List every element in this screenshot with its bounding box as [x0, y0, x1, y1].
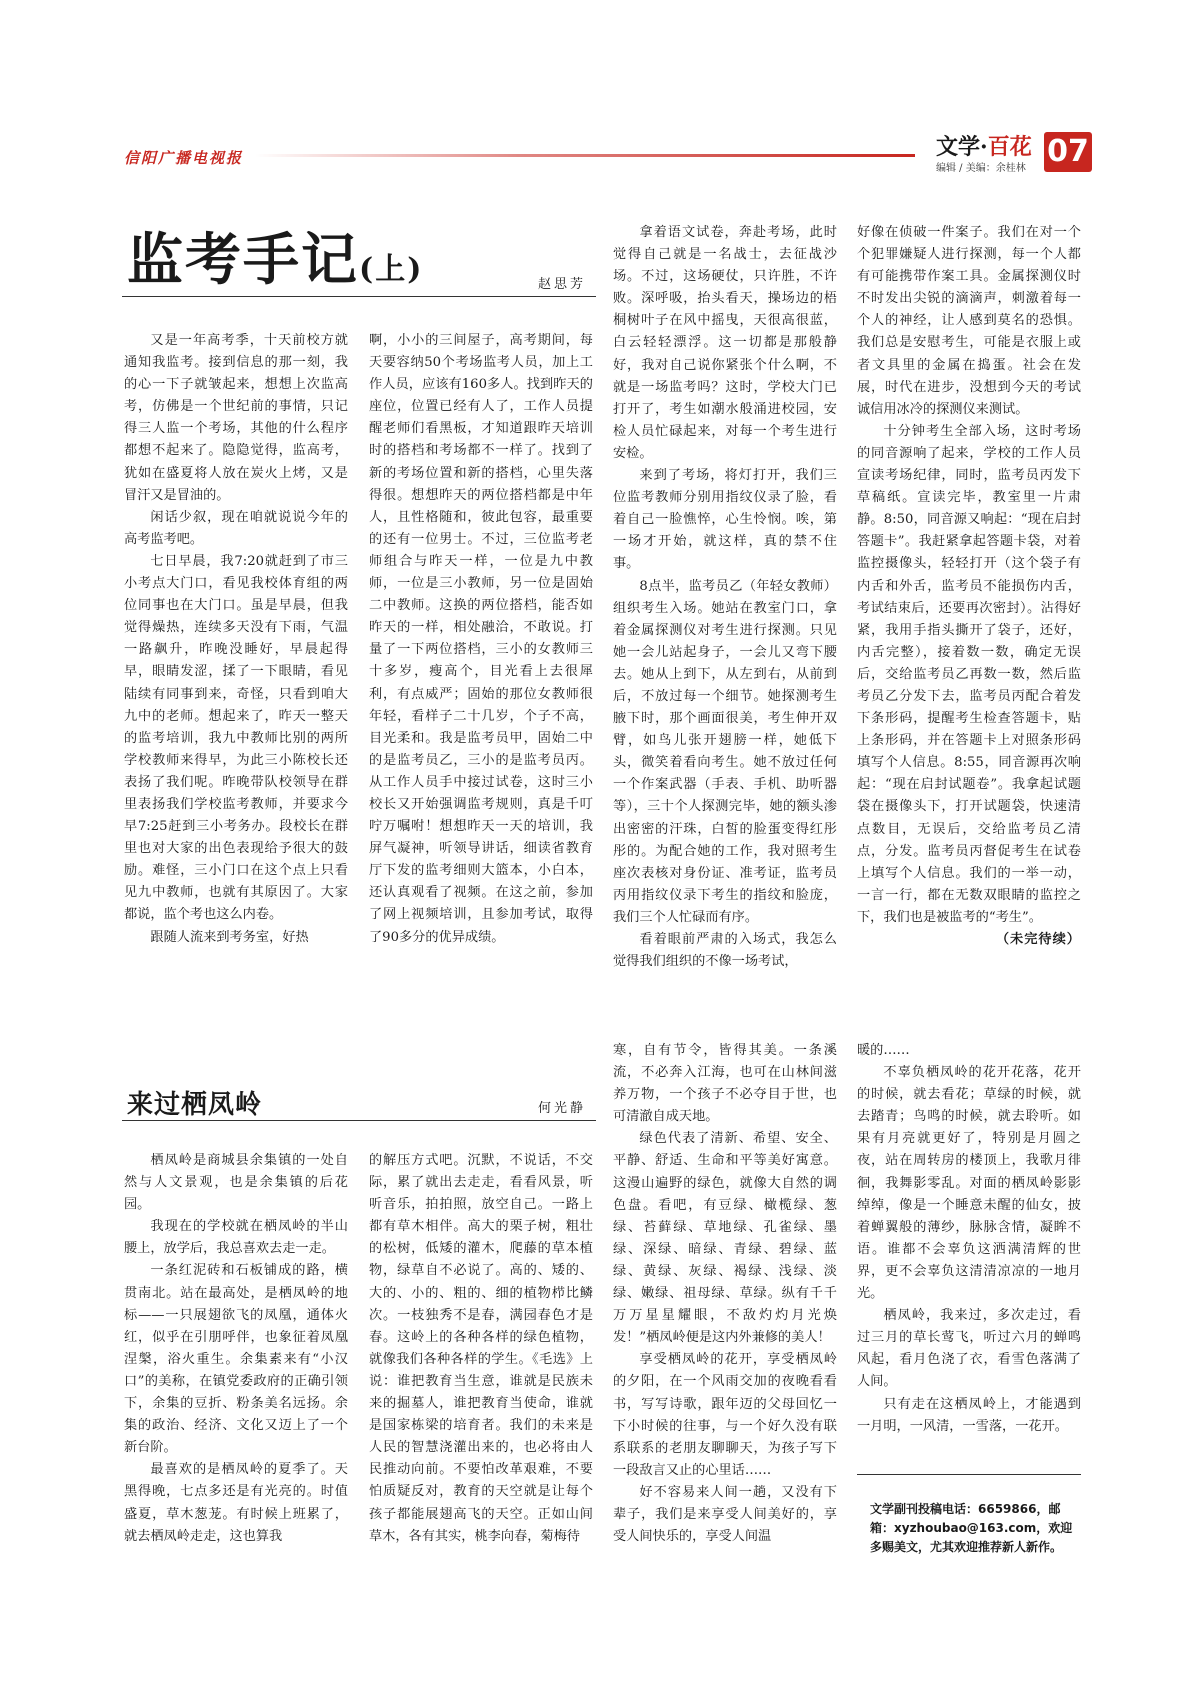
- article-1-author: 赵思芳: [538, 277, 587, 292]
- article-2-column-2: [369, 1150, 593, 1550]
- paragraph: 啊，小小的三间屋子，高考期间，每天要容纳50个考场监考人员，加上工作人员，应该有160多人。找到昨天的座位，位置已经有人了，工作人员提醒老师们看黑板，才知道跟昨天培训时的搭档和考场都不一样了。找到了新的考场位置和新的搭档，心里失落得很。想想昨天的两位搭档都是中年人，且性格随和，彼此包容，最重要的还有一位男士。不过，三位监考老师组合与昨天一样，一位是九中教师，一位是三小教师，另一位是固始二中教师。这换的两位搭档，能否如昨天的一样，相处融洽，不敢说。打量了一下两位搭档，三小的女教师三十多岁，瘦高个，目光看上去很犀利，有点威严；固始的那位女教师很年轻，看样子二十几岁，个子不高，目光柔和。我是监考员甲，固始二中的是监考员乙，三小的是监考员丙。从工作人员手中接过试卷，这时三小校长又开始强调监考规则，真是千叮咛万嘱咐！想想昨天一天的培训，我屏气凝神，听领导讲话，细读省教育厅下发的监考细则大篮本，小白本，还认真观看了视频。在这之前，参加了网上视频培训，且参加考试，取得了90多分的优异成绩。: [369, 333, 593, 945]
- article-1-column-4: [857, 222, 1081, 947]
- paragraph: 跟随人流来到考务室，好热: [150, 929, 309, 945]
- article-1-title-main: 监考手记: [127, 227, 359, 293]
- article-2-column-4: [857, 1040, 1081, 1464]
- page-number-badge: 07: [1044, 132, 1092, 172]
- paragraph: 好不容易来人间一趟，又没有下辈子，我们是来享受人间美好的，享受人间快乐的，享受人间温: [613, 1484, 837, 1545]
- paragraph: 只有走在这栖凤岭上，才能遇到一月明，一风清，一雪落，一花开。: [857, 1396, 1081, 1434]
- paragraph: [857, 421, 1081, 947]
- paragraph: 寒，自有节令，皆得其美。一条溪流，不必奔入江海，也可在山林间滋养万物，一个孩子不必夺目于世，也可清澈自成天地。: [613, 1043, 837, 1125]
- article-1-title-suffix: (上): [359, 252, 424, 287]
- section-title-right: 百花: [987, 134, 1032, 160]
- paragraph: 一条红泥砖和石板铺成的路，横贯南北。站在最高处，是栖凤岭的地标——一只展翅欲飞的凤凰，通体火红，似乎在引朋呼伴，也象征着凤凰涅槃，浴火重生。余集素来有“小汉口”的美称，在镇党委政府的正确引领下，余集的豆折、粉条美名远扬。余集的政治、经济、文化又迈上了一个新台阶。: [124, 1263, 348, 1456]
- section-title: [936, 130, 1032, 161]
- article-2-author: 何光静: [538, 1101, 587, 1116]
- paragraph: 享受栖凤岭的花开，享受栖凤岭的夕阳，在一个风雨交加的夜晚看看书，写写诗歌，跟年迈的父母回忆一下小时候的往事，与一个好久没有联系联系的老朋友聊聊天，为孩子写下一段敌言又止的心里话……: [613, 1352, 837, 1478]
- editor-credit: 编辑 / 美编：余桂林: [936, 163, 1026, 174]
- submission-contact-info: 文学副刊投稿电话：6659866，邮箱：xyzhoubao@163.com，欢迎多赐美文，尤其欢迎推荐新人新作。: [870, 1502, 1073, 1554]
- article-1-column-2: [369, 330, 593, 945]
- article-2-column-3: [613, 1040, 837, 1552]
- article-2-title: 来过栖凤岭: [127, 1090, 263, 1120]
- paragraph: 拿着语文试卷，奔赴考场，此时觉得自己就是一名战士，去征战沙场。不过，这场硬仗，只许胜，不许败。深呼吸，抬头看天，操场边的梧桐树叶子在风中摇曳，天很高很蓝，白云轻轻漂浮。这一切都是那般静好，我对自己说你紧张个什么啊，不就是一场监考吗？这时，学校大门已打开了，考生如潮水般涌进校园，安检人员忙碌起来，对每一个考生进行安检。: [613, 225, 837, 461]
- contact-rule: [857, 1474, 1081, 1475]
- paragraph: 绿色代表了清新、希望、安全、平静、舒适、生命和平等美好寓意。这漫山遍野的绿色，就像大自然的调色盘。看吧，有豆绿、橄榄绿、葱绿、苔藓绿、草地绿、孔雀绿、墨绿、深绿、暗绿、青绿、碧绿、蓝绿、黄绿、灰绿、褐绿、浅绿、淡绿、嫩绿、祖母绿、草绿。纵有千千万万星星耀眼，不敌灼灼月光焕发！”栖凤岭便是这内外兼修的美人！: [613, 1131, 837, 1346]
- article-2-title-rule: [122, 1120, 596, 1121]
- section-title-left: 文学: [936, 134, 981, 160]
- paragraph: 又是一年高考季，十天前校方就通知我监考。接到信息的那一刻，我的心一下子就皱起来，想想上次监高考，仿佛是一个世纪前的事情，只记得三人监一个考场，其他的什么程序都想不起来了。隐隐觉得，监高考，犹如在盛夏将人放在炭火上烤，又是冒汗又是冒油的。: [124, 333, 348, 503]
- paragraph: 好像在侦破一件案子。我们在对一个个犯罪嫌疑人进行探测，每一个人都有可能携带作案工具。金属探测仪时不时发出尖锐的滴滴声，刺激着每一个人的神经，让人感到莫名的恐惧。我们总是安慰考生，可能是衣服上或者文具里的金属在捣蛋。社会在发展，时代在进步，没想到今天的考试诚信用冰冷的探测仪来测试。: [857, 225, 1081, 417]
- paragraph: 的解压方式吧。沉默，不说话，不交际，累了就出去走走，看看风景，听听音乐，拍拍照，放空自己。一路上都有草木相伴。高大的栗子树，粗壮的松树，低矮的灌木，爬藤的草本植物，绿草自不必说了。高的、矮的、大的、小的、粗的、细的植物栉比鳞次。一枝独秀不是春，满园春色才是春。这岭上的各种各样的绿色植物，就像我们各种各样的学生。《毛选》上说：谁把教育当生意，谁就是民族未来的掘墓人，谁把教育当使命，谁就是国家栋梁的培育者。我们的未来是人民的智慧浇灌出来的，也必将由人民推动向前。不要怕改革艰难，不要怕质疑反对，教育的天空就是让每个孩子都能展翅高飞的天空。正如山间草木，各有其实，桃李向春，菊梅待: [369, 1153, 593, 1544]
- paragraph: 不辜负栖凤岭的花开花落，花开的时候，就去看花；草绿的时候，就去踏青；鸟鸣的时候，就去聆听。如果有月亮就更好了，特别是月圆之夜，站在周转房的楼顶上，我歌月徘徊，我舞影零乱。对面的栖凤岭影影绰绰，像是一个睡意未醒的仙女，披着蝉翼般的薄纱，脉脉含情，凝眸不语。谁都不会辜负这洒满清辉的世界，更不会辜负这清清凉凉的一地月光。: [857, 1065, 1081, 1302]
- paragraph: 暖的……: [857, 1043, 910, 1058]
- paragraph: 我现在的学校就在栖凤岭的半山腰上，放学后，我总喜欢去走一走。: [124, 1219, 348, 1257]
- section-title-dot: ·: [980, 134, 988, 160]
- paragraph-text: 十分钟考生全部入场，这时考场的同音源响了起来，学校的工作人员宣读考场纪律，同时，监考员丙发下草稿纸。宣读完毕，教室里一片肃静。8:50，同音源又响起：“现在启封答题卡”。我赶紧拿起答题卡袋，对着监控摄像头，轻轻打开（这个袋子有内舌和外舌，监考员不能损伤内舌，考试结束后，还要再次密封）。沾得好紧，我用手指头撕开了袋子，还好，内舌完整），接着数一数，确定无误后，交给监考员乙再数一数，然后监考员乙分发下去，监考员丙配合着发下条形码，提醒考生检查答题卡，贴上条形码，并在答题卡上对照条形码填写个人信息。8:55，同音源再次响起：“现在启封试题卷”。我拿起试题袋在摄像头下，打开试题袋，快速清点数目，无误后，交给监考员乙清点，分发。监考员丙督促考生在试卷上填写个人信息。我们的一举一动，一言一行，都在无数双眼睛的监控之下，我们也是被监考的“考生”。: [857, 423, 1081, 925]
- paragraph: 栖凤岭，我来过，多次走过，看过三月的草长莺飞，听过六月的蝉鸣风起，看月色浇了衣，看雪色落满了人间。: [857, 1308, 1081, 1390]
- paragraph: 看着眼前严肃的入场式，我怎么觉得我们组织的不像一场考试，: [613, 932, 837, 970]
- article-1-column-3: [613, 222, 837, 970]
- paragraph: 最喜欢的是栖凤岭的夏季了。天黑得晚，七点多还是有光亮的。时值盛夏，草木葱茏。有时候上班累了，就去栖凤岭走走，这也算我: [124, 1462, 348, 1544]
- article-1-title-rule: [122, 296, 596, 297]
- to-be-continued-note: （未完待续）: [995, 932, 1081, 947]
- paragraph: 8点半，监考员乙（年轻女教师）组织考生入场。她站在教室门口，拿着金属探测仪对考生进行探测。只见她一会儿站起身子，一会儿又弯下腰去。她从上到下，从左到右，从前到后，不放过每一个细节。她探测考生腋下时，那个画面很美，考生伸开双臂，如鸟儿张开翅膀一样，她低下头，微笑着看向考生。她不放过任何一个作案武器（手表、手机、助听器等），三十个人探测完毕，她的额头渗出密密的汗珠，白皙的脸蛋变得红彤彤的。为配合她的工作，我对照考生座次表核对身份证、准考证，监考员丙用指纹仪录下考生的指纹和脸庞，我们三个人忙碌而有序。: [613, 578, 837, 925]
- article-2-column-1: [124, 1150, 348, 1550]
- paragraph: 来到了考场，将灯打开，我们三位监考教师分别用指纹仪录了脸，看着自己一脸憔悴，心生怜悯。唉，第一场才开始，就这样，真的禁不住事。: [613, 468, 837, 572]
- newspaper-name: 信阳广播电视报: [124, 149, 244, 167]
- header-rule: [255, 154, 915, 157]
- paragraph: 闲话少叙，现在咱就说说今年的高考监考吧。: [124, 509, 348, 547]
- article-1-column-1: [124, 330, 348, 945]
- article-1-title: [127, 227, 424, 293]
- paragraph: 七日早晨，我7:20就赶到了市三小考点大门口，看见我校体育组的两位同事也在大门口。虽是早晨，但我觉得燥热，连续多天没有下雨，气温一路飙升，昨晚没睡好，早晨起得早，眼睛发涩，揉了一下眼睛，看见陆续有同事到来，奇怪，只看到咱大九中的老师。想起来了，昨天一整天的监考培训，我九中教师比别的两所学校教师来得早，为此三小陈校长还表扬了我们呢。昨晚带队校领导在群里表扬我们学校监考教师，并要求今早7:25赶到三小考务办。段校长在群里也对大家的出色表现给予很大的鼓励。难怪，三小门口在这个点上只看见九中教师，也就有其原因了。大家都说，监个考也这么内卷。: [124, 553, 348, 923]
- paragraph: 栖凤岭是商城县余集镇的一处自然与人文景观，也是余集镇的后花园。: [124, 1153, 348, 1213]
